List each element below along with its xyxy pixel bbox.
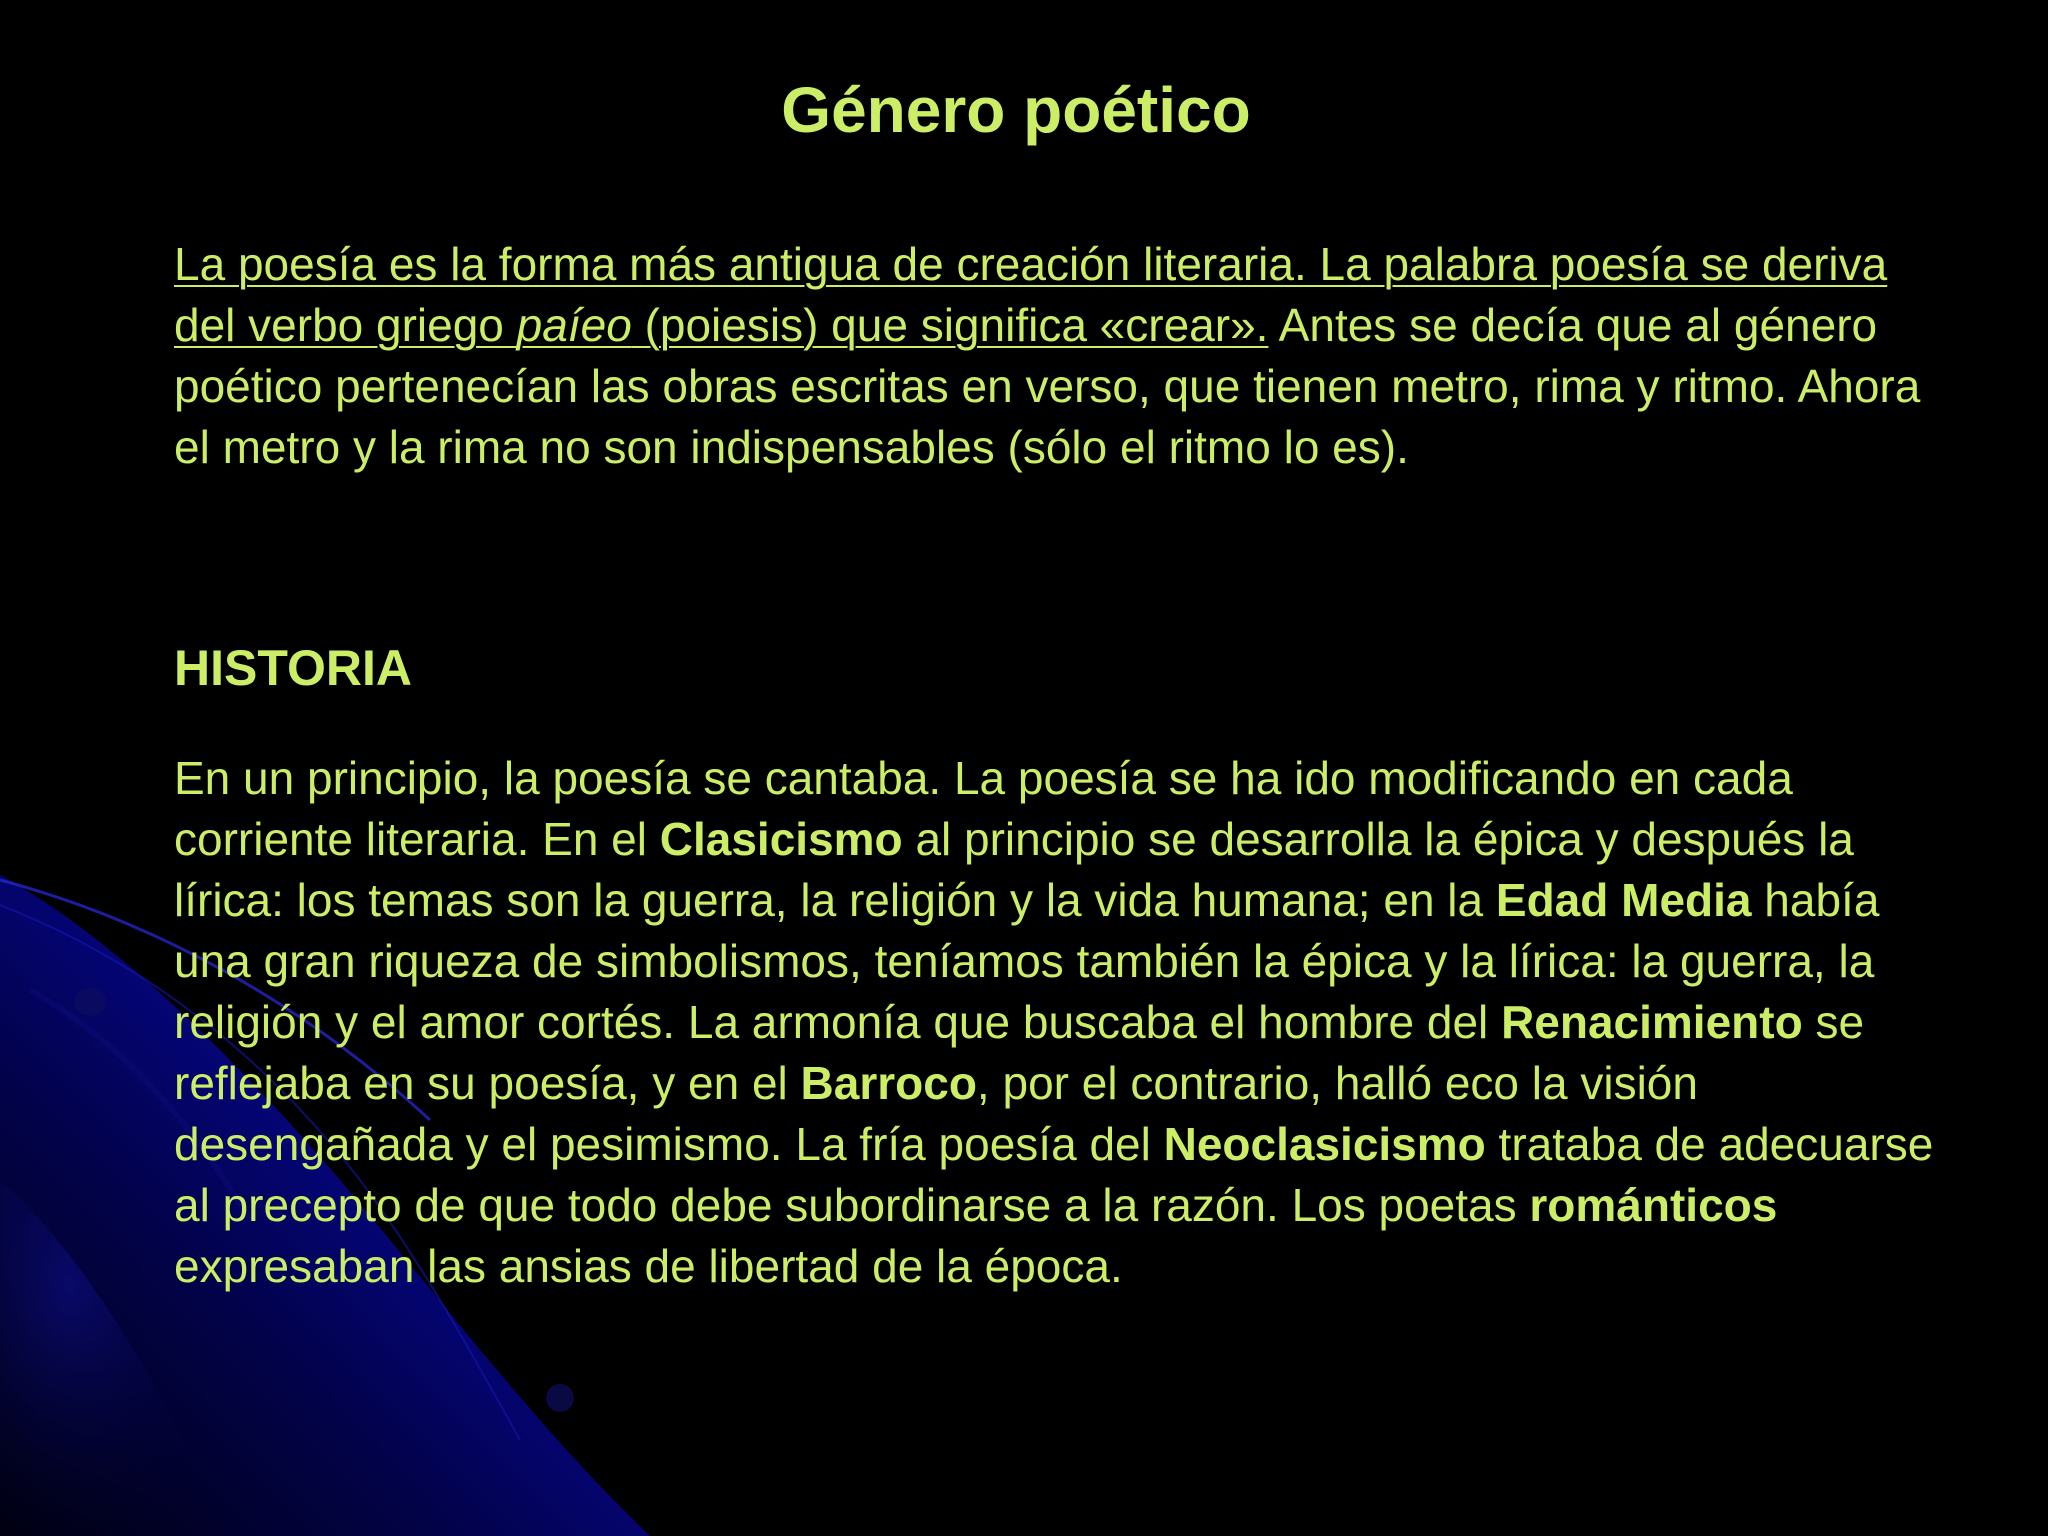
history-paragraph: En un principio, la poesía se cantaba. La poesía se ha ido modificando en cada corriente literaria. En el Clasicismo al principio se desarrolla la épica y después la lírica: los temas son la guerra, la religión y la vida humana; en la Edad Media había una gran riqueza de simbolismos, teníamos también la épica y la lírica: la guerra, la religión y el amor cortés. La armonía que buscaba el hombre del Renacimiento se reflejaba en su poesía, y en el Barroco, por el contrario, halló eco la visión desengañada y el pesimismo. La fría poesía del Neoclasicismo trataba de adecuarse al precepto de que todo debe subordinarse a la razón. Los poetas románticos expresaban las ansias de libertad de la época. <box>174 752 1934 1292</box>
section-heading-historia: HISTORIA <box>174 640 412 696</box>
page-title: Género poético <box>781 74 1251 146</box>
intro-rest-text: Antes se decía que al género poético pertenecían las obras escritas en verso, que tienen metro, rima y ritmo. Ahora el metro y la rima no son indispensables (sólo el ritmo lo es). <box>174 299 1921 473</box>
term-barroco: Barroco <box>800 1057 977 1109</box>
term-clasicismo: Clasicismo <box>659 813 903 865</box>
term-renacimiento: Renacimiento <box>1501 996 1803 1048</box>
term-romanticos: románticos <box>1529 1179 1778 1231</box>
intro-underlined-text: La poesía es la forma más antigua de creación literaria. La palabra poesía se deriva del verbo griego paíeo (poiesis) que significa «crear». <box>174 238 1888 351</box>
term-neoclasicismo: Neoclasicismo <box>1163 1118 1486 1170</box>
greek-word: paíeo <box>516 299 632 351</box>
intro-paragraph <box>174 234 1934 478</box>
term-edad-media: Edad Media <box>1495 874 1752 926</box>
